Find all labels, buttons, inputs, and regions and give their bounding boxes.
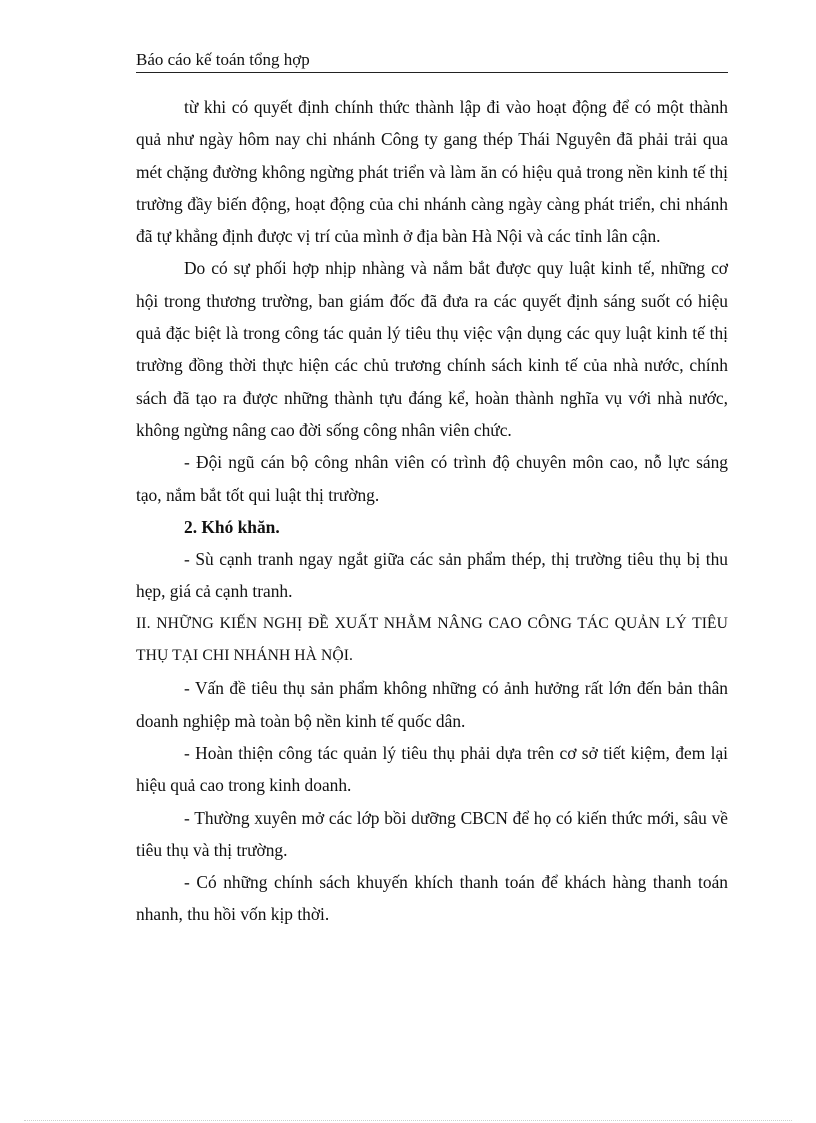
- paragraph-payment-policy: - Có những chính sách khuyến khích thanh toán để khách hàng thanh toán nhanh, thu hồi vốn kịp thời.: [136, 872, 728, 925]
- document-body: [136, 91, 728, 931]
- heading-difficulties: 2. Khó khăn.: [184, 516, 280, 537]
- paragraph-management: - Hoàn thiện công tác quản lý tiêu thụ phải dựa trên cơ sở tiết kiệm, đem lại hiệu quả cao trong kinh doanh.: [136, 742, 728, 796]
- paragraph-achievements: từ khi có quyết định chính thức thành lập đi vào hoạt động để có một thành quả như ngày hôm nay chi nhánh Công ty gang thép Thái Nguyên đã phải trải qua mét chặng đường không ngừng phát triển và làm ăn có hiệu quả trong nền kinh tế thị trường đầy biến động, hoạt động của chi nhánh càng ngày càng phát triển, chi nhánh đã tự khẳng định được vị trí của mình ở địa bàn Hà Nội và các tỉnh lân cận.: [136, 97, 728, 247]
- paragraph-competition: - Sù cạnh tranh ngay ngắt giữa các sản phẩm thép, thị trường tiêu thụ bị thu hẹp, giá cả cạnh tranh.: [136, 549, 728, 602]
- page-header: [136, 50, 728, 73]
- paragraph-staff: - Đội ngũ cán bộ công nhân viên có trình độ chuyên môn cao, nỗ lực sáng tạo, nắm bắt tốt qui luật thị trường.: [136, 452, 728, 505]
- paragraph-training: - Thường xuyên mở các lớp bồi dưỡng CBCN để họ có kiến thức mới, sâu về tiêu thụ và thị trường.: [136, 807, 728, 860]
- section-title-recommendations: II. NHỮNG KIẾN NGHỊ ĐỀ XUẤT NHẰM NÂNG CAO CÔNG TÁC QUẢN LÝ TIÊU THỤ TẠI CHI NHÁNH HÀ NỘI.: [136, 614, 728, 665]
- page-bottom-divider: [24, 1120, 792, 1121]
- header-title: Báo cáo kế toán tổng hợp: [136, 50, 310, 69]
- paragraph-coordination: Do có sự phối hợp nhịp nhàng và nắm bắt được quy luật kinh tế, những cơ hội trong thương trường, ban giám đốc đã đưa ra các quyết định sáng suốt có hiệu quả đặc biệt là trong công tác quản lý tiêu thụ việc vận dụng các quy luật kinh tế thị trường đồng thời thực hiện các chủ trương chính sách kinh tế của nhà nước, chính sách đã tạo ra được những thành tựu đáng kể, hoàn thành nghĩa vụ với nhà nước, không ngừng nâng cao đời sống công nhân viên chức.: [136, 258, 728, 440]
- paragraph-consumption-issue: - Vấn đề tiêu thụ sản phẩm không những có ảnh hưởng rất lớn đến bản thân doanh nghiệp mà toàn bộ nền kinh tế quốc dân.: [136, 678, 728, 731]
